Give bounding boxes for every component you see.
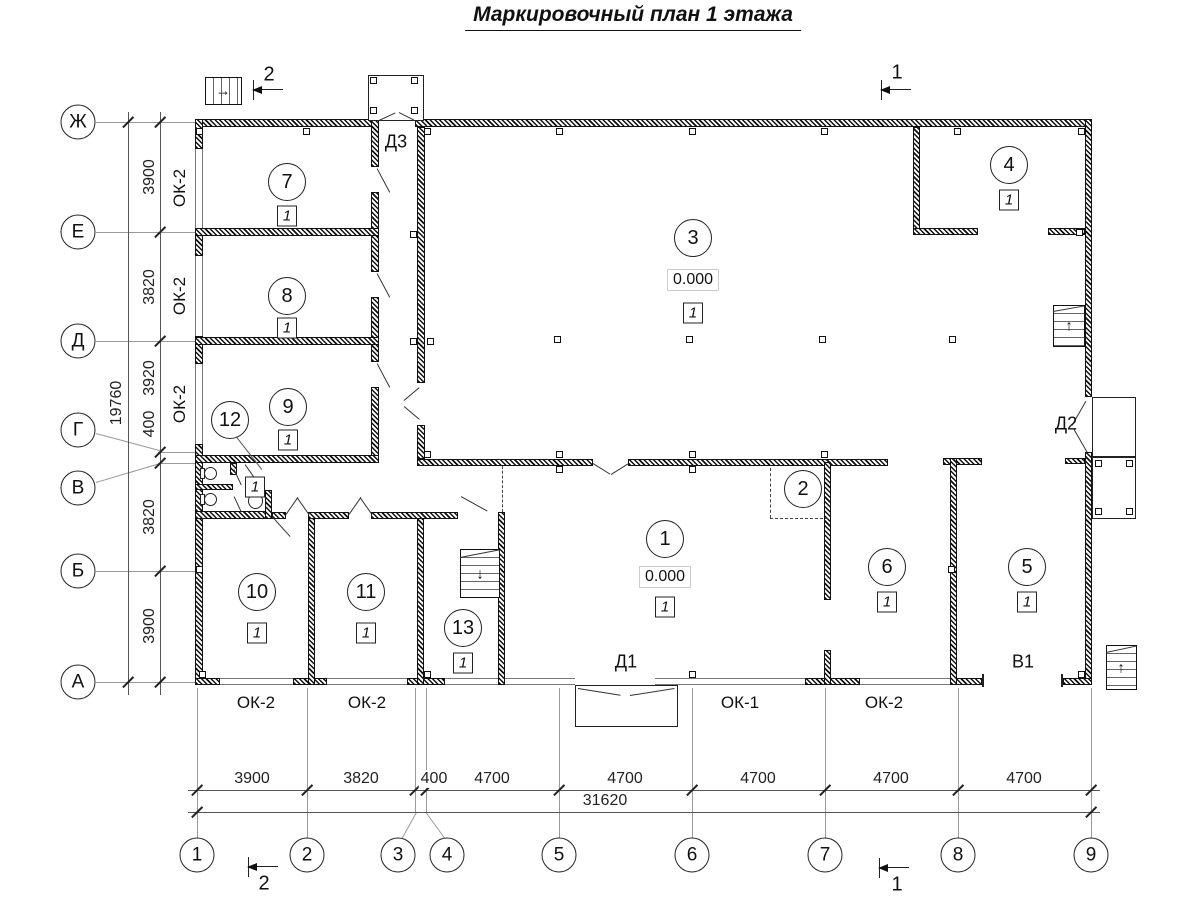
column-mark [196, 128, 203, 135]
door-label-d2: Д2 [1054, 413, 1078, 434]
dim-text: 3900 [234, 770, 270, 787]
ext-line [96, 122, 196, 123]
dim-text-total-bottom: 31620 [582, 792, 628, 809]
room-tag-1: 1 [655, 597, 675, 618]
dim-text: 4700 [1006, 770, 1042, 787]
toilet-icon [200, 493, 218, 506]
room-tag-13: 1 [453, 653, 473, 674]
ext-line [559, 688, 560, 838]
window-label-ok2: ОК-2 [170, 384, 189, 424]
porch-post [370, 77, 377, 84]
section-label-2: 2 [263, 63, 275, 86]
ext-line [1091, 688, 1092, 838]
wall-hall-bottom [628, 459, 888, 466]
door-label-d3: Д3 [384, 131, 408, 152]
column-mark [821, 451, 828, 458]
wall-room4-left [913, 127, 920, 232]
axis-circle-g: Г [61, 413, 96, 448]
column-mark [556, 128, 563, 135]
room2-dashed-boundary [770, 468, 771, 518]
door-leaf-hall-south [611, 463, 629, 475]
axis-circle-5: 5 [542, 838, 577, 873]
wall-room10-11 [308, 512, 315, 685]
stair-direction-arrow-icon: ↑ [1117, 659, 1125, 677]
porch-d2-upper [1092, 397, 1136, 457]
column-mark [410, 231, 417, 238]
dim-text: 4700 [740, 770, 776, 787]
wall-interior [371, 297, 379, 362]
wall-wc-stall [195, 484, 233, 490]
window-ok2-bottom [860, 678, 950, 685]
axis-circle-v: В [61, 471, 96, 506]
door-leaf-wc-stall [233, 469, 241, 485]
column-mark [556, 451, 563, 458]
door-leaf-room8 [376, 273, 390, 297]
section-arrow-icon [252, 86, 262, 94]
column-mark [689, 451, 696, 458]
column-mark [689, 128, 696, 135]
wall-room13-right [498, 512, 505, 685]
room12-leader [236, 436, 263, 470]
column-mark [196, 566, 203, 573]
wall-hall-bottom [417, 459, 593, 466]
dim-text: 3820 [343, 770, 379, 787]
window-label-ok1: ОК-1 [720, 693, 760, 712]
porch-post [1126, 508, 1133, 515]
column-mark [199, 671, 206, 678]
room-circle-4: 4 [990, 146, 1028, 184]
dim-text: 3820 [141, 499, 158, 535]
door-leaf-room9 [376, 363, 390, 387]
axis-leader-v [96, 462, 162, 483]
dim-text: 400 [141, 410, 158, 438]
room-tag-11: 1 [356, 623, 376, 644]
wall-exterior-bottom [195, 678, 220, 685]
column-mark [424, 128, 431, 135]
room-circle-6: 6 [868, 548, 906, 586]
room-circle-11: 11 [347, 573, 385, 611]
wall-wc-right [265, 490, 272, 519]
axis-circle-2: 2 [290, 838, 325, 873]
room-circle-5: 5 [1008, 548, 1046, 586]
window-label-ok2: ОК-2 [170, 276, 189, 316]
room-tag-4: 1 [999, 190, 1019, 211]
axis-circle-7: 7 [808, 838, 843, 873]
ext-line [96, 682, 196, 683]
wall-corridor [308, 512, 349, 519]
gate-label-v1: В1 [1011, 651, 1035, 672]
door-label-d1: Д1 [614, 651, 638, 672]
dim-text: 3920 [141, 360, 158, 396]
ext-line [197, 688, 198, 838]
section-arrow-icon [880, 86, 890, 94]
ext-line [96, 232, 196, 233]
ext-line [426, 688, 427, 812]
wall-thin-bottom [445, 678, 575, 685]
window-label-ok2: ОК-2 [347, 693, 387, 712]
wall-exterior-top [195, 119, 379, 127]
opening-dashed-line [502, 466, 503, 512]
porch-post [411, 107, 418, 114]
room-tag-5: 1 [1017, 592, 1037, 613]
room-circle-13: 13 [444, 609, 482, 647]
door-leaf-room11 [349, 497, 362, 515]
ext-line [307, 688, 308, 838]
ext-line [825, 688, 826, 838]
wall-exterior-bottom [407, 678, 445, 685]
porch-post [1095, 508, 1102, 515]
window-ok2-bottom [327, 678, 407, 685]
window-label-ok2: ОК-2 [170, 168, 189, 208]
window-label-ok2: ОК-2 [236, 693, 276, 712]
wall-room4-bottom [913, 228, 978, 235]
door-leaf-room10 [286, 497, 299, 515]
wall-corridor [371, 512, 458, 519]
ext-line [415, 688, 416, 812]
room-tag-8: 1 [277, 318, 297, 339]
section-label-2: 2 [258, 872, 270, 895]
door-leaf-hall [404, 387, 420, 401]
axis-circle-6: 6 [675, 838, 710, 873]
dim-text: 4700 [474, 770, 510, 787]
ext-line [158, 452, 196, 453]
door-leaf-room11 [360, 497, 373, 515]
column-mark [303, 128, 310, 135]
column-mark [424, 671, 431, 678]
ext-line [692, 688, 693, 838]
door-leaf-room10 [297, 497, 310, 515]
dim-text: 3900 [141, 608, 158, 644]
gate-jamb [1061, 674, 1063, 687]
wall-exterior-right [1085, 452, 1092, 685]
wall-exterior-bottom [805, 678, 860, 685]
wall-interior [371, 119, 379, 167]
room-circle-1: 1 [646, 520, 684, 558]
room-circle-2: 2 [784, 470, 822, 508]
wall-interior [1065, 458, 1085, 464]
axis-circle-e: Е [61, 215, 96, 250]
column-mark [948, 566, 955, 573]
ext-line [958, 688, 959, 838]
wall-wc-bottom [195, 511, 272, 519]
wall-interior [371, 387, 379, 459]
column-mark [1078, 128, 1085, 135]
column-mark [686, 336, 693, 343]
wall-exterior-right [1085, 119, 1092, 397]
window-label-ok2: ОК-2 [864, 693, 904, 712]
axis-circle-zh: Ж [61, 105, 96, 140]
room-circle-3: 3 [674, 219, 712, 257]
window-ok2-left [195, 149, 203, 228]
door-leaf-corridor [272, 516, 291, 537]
column-mark [949, 336, 956, 343]
column-mark [954, 128, 961, 135]
wall-exterior-left [195, 444, 203, 685]
wall-room1-6 [824, 650, 831, 685]
axis-leader-3 [402, 812, 417, 839]
porch-post [411, 77, 418, 84]
axis-circle-d: Д [61, 324, 96, 359]
ext-line [96, 341, 196, 342]
drawing-title: Маркировочный план 1 этажа [465, 3, 801, 31]
elevation-mark: 0.000 [667, 269, 719, 291]
window-ok1-bottom [655, 678, 805, 685]
axis-leader-4 [426, 812, 446, 838]
ext-line [158, 463, 196, 464]
column-mark [821, 128, 828, 135]
axis-circle-3: 3 [381, 838, 416, 873]
column-mark [1076, 229, 1083, 236]
column-mark [410, 338, 417, 345]
room-circle-7: 7 [268, 163, 306, 201]
column-mark [689, 671, 696, 678]
wall-room1-6 [824, 462, 831, 600]
room-circle-9: 9 [269, 388, 307, 426]
porch-post [370, 107, 377, 114]
window-ok2-bottom [220, 678, 293, 685]
toilet-icon [200, 467, 218, 480]
room-tag-10: 1 [247, 623, 267, 644]
wall-exterior-top [415, 119, 1092, 127]
column-mark [424, 451, 431, 458]
room-tag-12: 1 [245, 477, 265, 498]
room-circle-8: 8 [268, 277, 306, 315]
axis-circle-8: 8 [941, 838, 976, 873]
wall-interior [943, 458, 982, 465]
door-leaf-wc-stall [233, 496, 241, 512]
axis-circle-9: 9 [1074, 838, 1109, 873]
dim-text: 3900 [141, 159, 158, 195]
elevation-mark: 0.000 [639, 566, 691, 588]
dim-line-bottom-segments [188, 790, 1100, 791]
stair-direction-arrow-icon: ↓ [476, 565, 484, 583]
door-leaf-hall-south [593, 463, 611, 475]
door-leaf-room13 [461, 496, 488, 512]
room-tag-3: 1 [683, 303, 703, 324]
section-label-1: 1 [891, 873, 903, 896]
ext-line [96, 571, 196, 572]
wall-room11-13 [417, 512, 424, 685]
dim-line-left-total [128, 112, 129, 695]
section-label-1: 1 [891, 61, 903, 84]
room-tag-7: 1 [277, 206, 297, 227]
stair-direction-arrow-icon: → [215, 82, 231, 100]
dim-text-total-left: 19760 [108, 380, 125, 426]
stair-direction-arrow-icon: ↑ [1065, 317, 1073, 335]
axis-circle-b: Б [61, 554, 96, 589]
dim-text: 3820 [141, 269, 158, 305]
room-tag-9: 1 [278, 430, 298, 451]
section-arrow-icon [878, 864, 888, 872]
door-leaf-hall [404, 406, 420, 420]
dim-text: 4700 [873, 770, 909, 787]
column-mark [819, 336, 826, 343]
room-tag-6: 1 [877, 592, 897, 613]
column-mark [1078, 671, 1085, 678]
porch-post [1126, 460, 1133, 467]
window-ok2-left [195, 364, 203, 444]
dim-line-bottom-total [188, 812, 1100, 813]
door-leaf-room7 [376, 168, 390, 192]
column-mark [556, 466, 563, 473]
dim-text: 400 [420, 770, 448, 787]
room-circle-10: 10 [238, 573, 276, 611]
dim-line-left-segments [160, 112, 161, 695]
axis-circle-1: 1 [180, 838, 215, 873]
column-mark [554, 336, 561, 343]
column-mark [427, 338, 434, 345]
window-ok2-left [195, 256, 203, 336]
wall-interior [195, 228, 379, 236]
gate-jamb [982, 674, 984, 687]
wall-exterior-bottom [1063, 678, 1092, 685]
axis-circle-4: 4 [430, 838, 465, 873]
wall-hall-left [417, 127, 425, 383]
wall-interior [195, 455, 379, 463]
column-mark [689, 466, 696, 473]
section-arrow-icon [247, 863, 257, 871]
room2-dashed-boundary [770, 518, 828, 519]
dim-text: 4700 [607, 770, 643, 787]
porch-post [1095, 460, 1102, 467]
axis-circle-a: А [61, 665, 96, 700]
room-circle-12: 12 [211, 401, 249, 439]
